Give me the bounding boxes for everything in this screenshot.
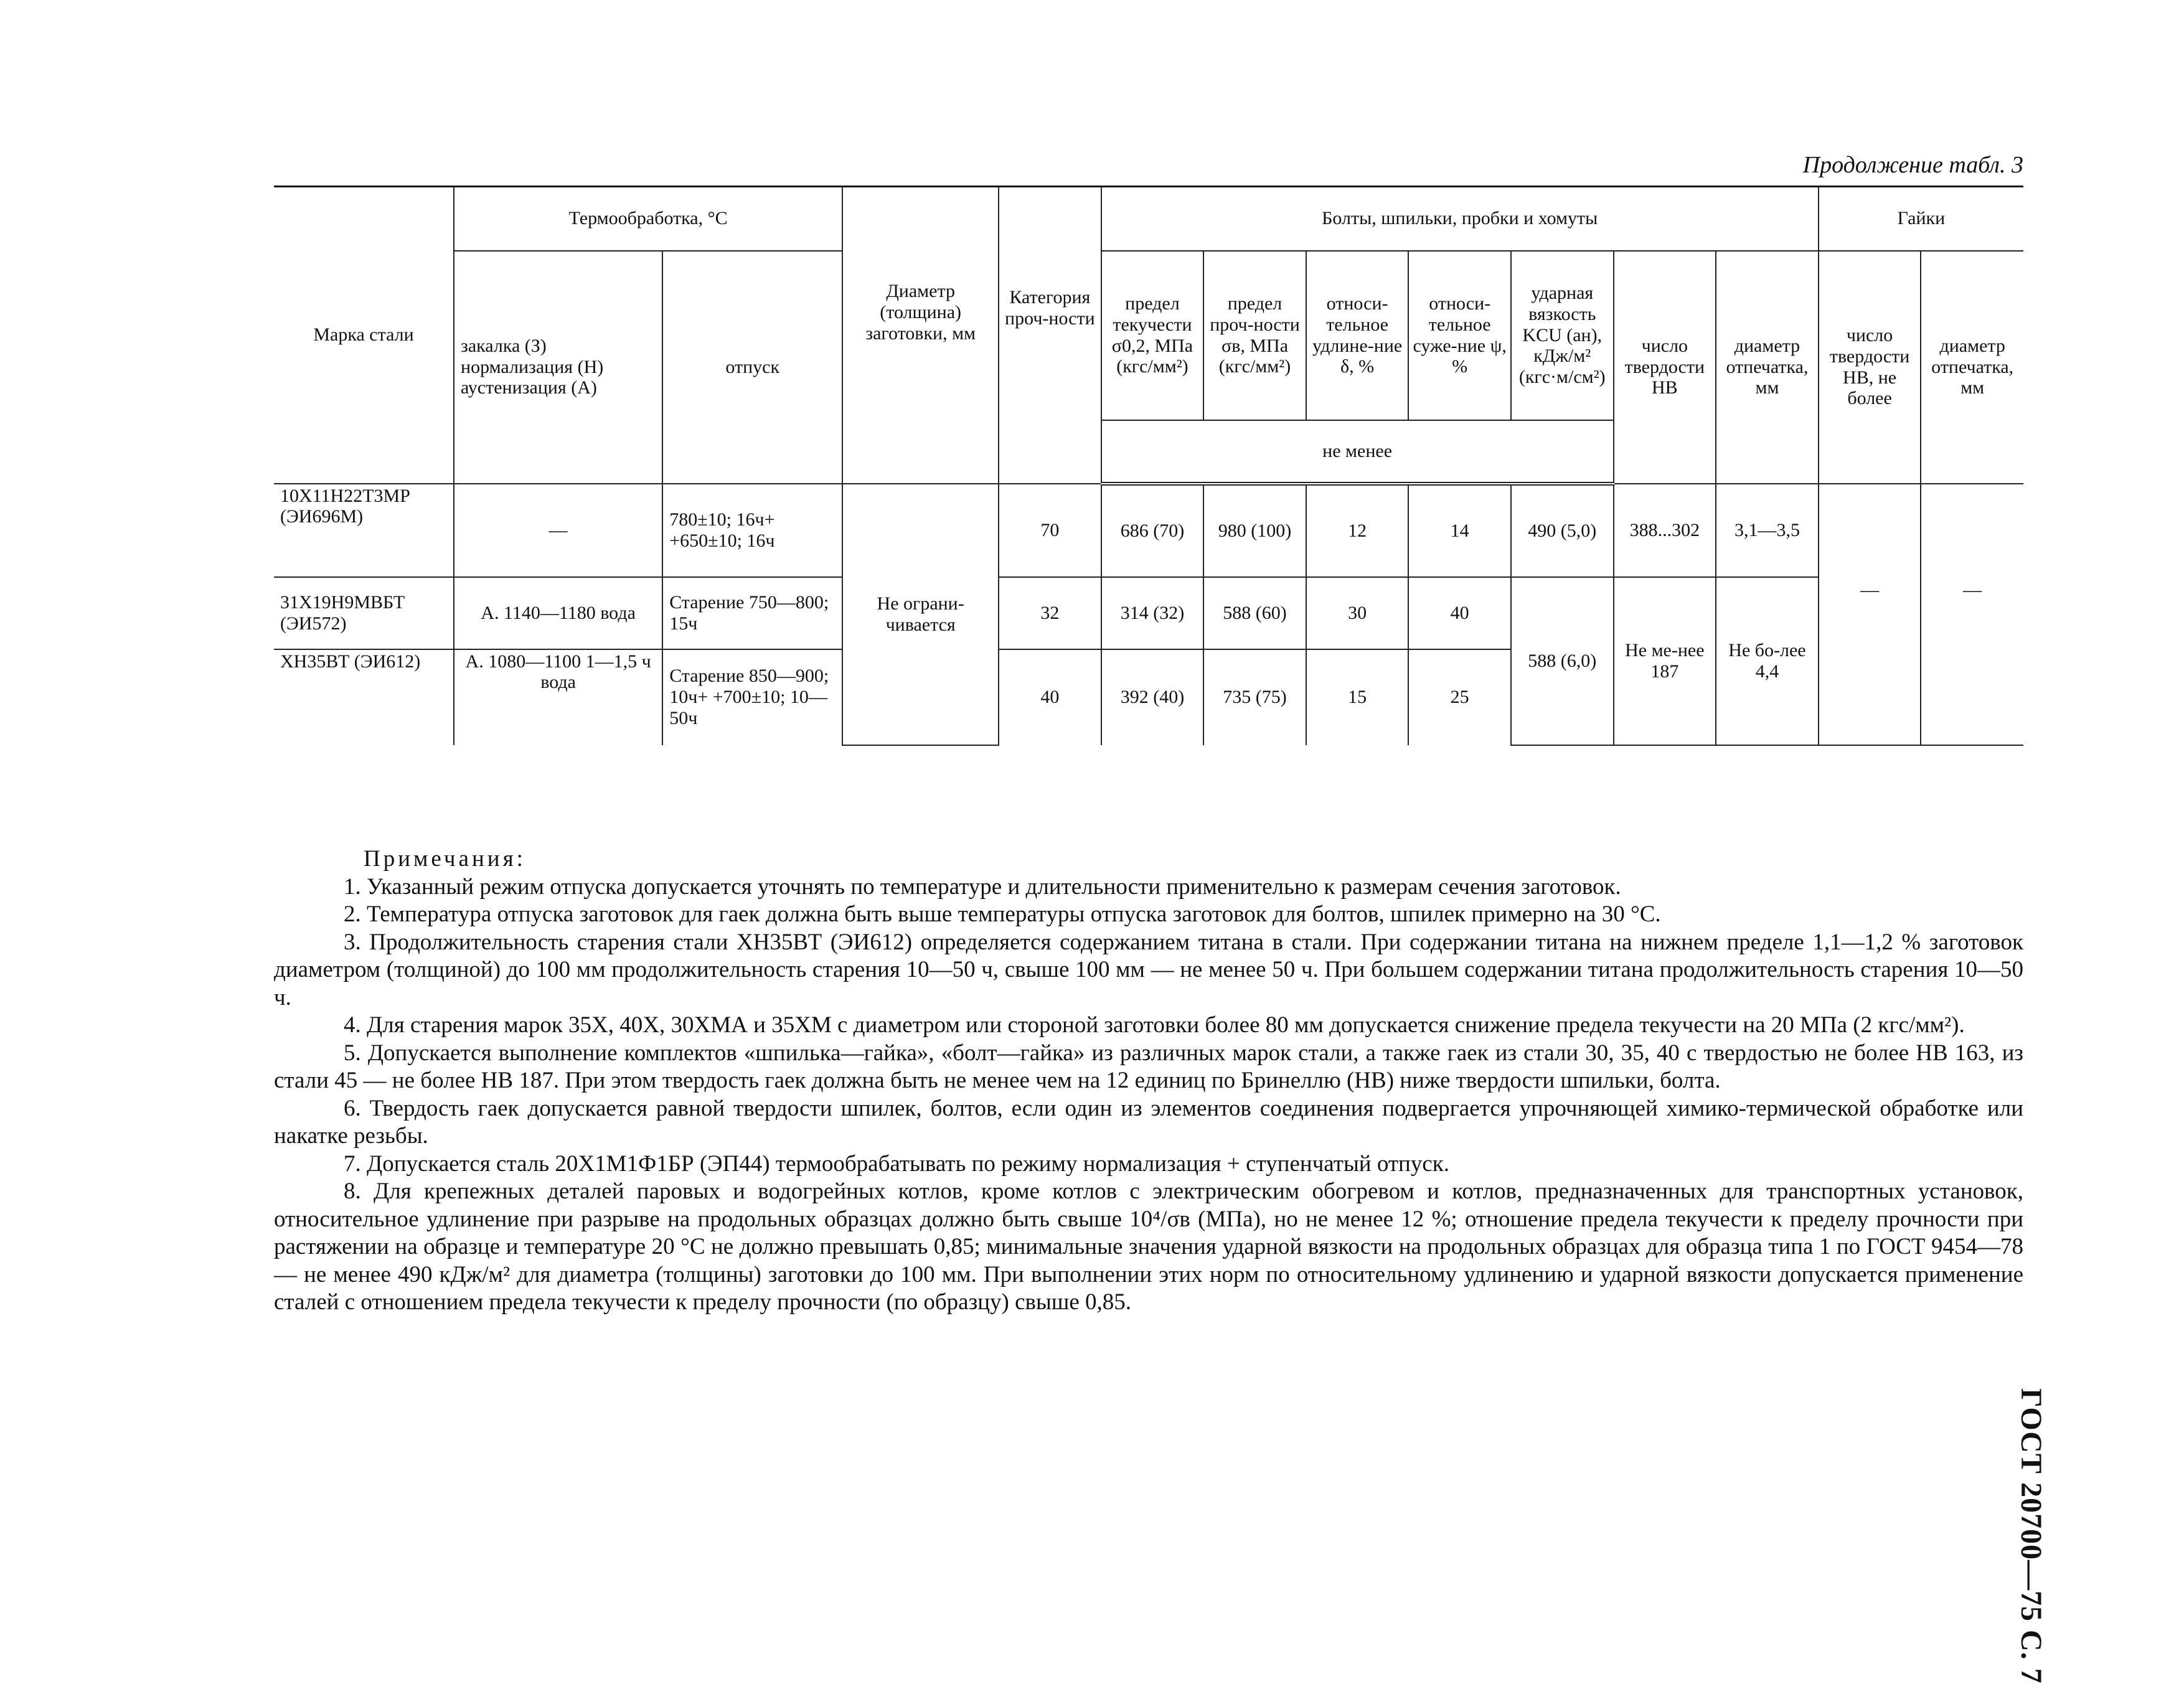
row-3-quench: А. 1080—1100 1—1,5 ч вода: [454, 649, 662, 745]
header-nut-imprint: диаметр отпечатка, мм: [1921, 251, 2023, 484]
header-reduction: относи-тельное суже-ние ψ, %: [1408, 251, 1511, 420]
row-1-category: 70: [999, 484, 1101, 577]
row-1-hardness: 388...302: [1614, 484, 1716, 577]
row-1-elongation: 12: [1306, 484, 1409, 577]
row-3-tensile: 735 (75): [1203, 649, 1306, 745]
header-bolt-hardness: число твердости НВ: [1614, 251, 1716, 484]
row-3-elongation: 15: [1306, 649, 1409, 745]
note-item: 7. Допускается сталь 20Х1М1Ф1БР (ЭП44) термообрабатывать по режиму нормализация + ступенчатый отпуск.: [344, 1150, 1449, 1177]
note-item: 6. Твердость гаек допускается равной твердости шпилек, болтов, если один из элементов соединения подвергается упрочняющей химико-термической обработке или накатке резьбы.: [274, 1095, 2023, 1149]
row-3-reduction: 25: [1408, 649, 1511, 745]
row-2-quench: А. 1140—1180 вода: [454, 577, 662, 649]
row-1-quench: —: [454, 484, 662, 577]
row-2-category: 32: [999, 577, 1101, 649]
header-heat-treatment: Термообработка, °С: [454, 187, 842, 251]
document-side-label: ГОСТ 20700—75 С. 7: [2015, 1388, 2048, 1684]
header-elongation: относи-тельное удлине-ние δ, %: [1306, 251, 1409, 420]
header-impact-toughness: ударная вязкость KCU (aн), кДж/м² (кгс·м/см²): [1511, 251, 1614, 420]
note-item: 8. Для крепежных деталей паровых и водогрейных котлов, кроме котлов с электрическим обогревом и котлов, предназначенных для транспортных установок, относительное удлинение при разрыве на продольных образцах должно быть свыше 10⁴/σв (МПа), но не менее 12 %; отношение предела текучести к пределу прочности при растяжении на образце и температуре 20 °С не должно превышать 0,85; минимальные значения ударной вязкости на продольных образцах для образца типа 1 по ГОСТ 9454—78 — не менее 490 кДж/м² для диаметра (толщины) заготовки до 100 мм. При выполнении этих норм по относительному удлинению и ударной вязкости допускается применение сталей с отношением предела текучести к пределу прочности (по образцу) свыше 0,85.: [274, 1178, 2023, 1315]
header-strength-category: Категория проч-ности: [999, 187, 1101, 484]
row-2-reduction: 40: [1408, 577, 1511, 649]
header-not-less: не менее: [1101, 420, 1614, 484]
imprint-shared-cell: Не бо-лее 4,4: [1716, 577, 1819, 745]
row-2-temper: Старение 750—800; 15ч: [662, 577, 842, 649]
header-tempering: отпуск: [662, 251, 842, 484]
row-3-grade: ХН35ВТ (ЭИ612): [274, 649, 454, 745]
hardness-shared-cell: Не ме-нее 187: [1614, 577, 1716, 745]
note-item: 1. Указанный режим отпуска допускается уточнять по температуре и длительности применительно к размерам сечения заготовок.: [344, 873, 1621, 900]
row-3-yield: 392 (40): [1101, 649, 1204, 745]
table-continuation-caption: Продолжение табл. 3: [1802, 152, 2023, 178]
diameter-shared-cell: Не ограни-чивается: [842, 484, 999, 745]
note-item: 3. Продолжительность старения стали ХН35ВТ (ЭИ612) определяется содержанием титана в стали. При содержании титана на нижнем пределе 1,1—1,2 % заготовок диаметром (толщиной) до 100 мм продолжительность старения 10—50 ч, свыше 100 мм — не менее 50 ч. При большем содержании титана продолжительность старения 10—50 ч.: [274, 929, 2023, 1010]
row-3-temper: Старение 850—900; 10ч+ +700±10; 10—50ч: [662, 649, 842, 745]
header-bolt-imprint: диаметр отпечатка, мм: [1716, 251, 1819, 484]
row-2-grade: 31Х19Н9МВБТ (ЭИ572): [274, 577, 454, 649]
header-tensile-strength: предел проч-ности σв, МПа (кгс/мм²): [1203, 251, 1306, 420]
header-nut-hardness: число твердости НВ, не более: [1819, 251, 1921, 484]
notes-section: [274, 845, 2023, 1317]
header-quenching: закалка (З) нормализация (Н) аустенизация (А): [454, 251, 662, 484]
row-1-yield: 686 (70): [1101, 484, 1204, 577]
row-1-imprint: 3,1—3,5: [1716, 484, 1819, 577]
header-yield-strength: предел текучести σ0,2, МПа (кгс/мм²): [1101, 251, 1204, 420]
row-1-tensile: 980 (100): [1203, 484, 1306, 577]
row-2-elongation: 30: [1306, 577, 1409, 649]
header-steel-grade: Марка стали: [274, 187, 454, 484]
nut-imprint-cell: —: [1921, 484, 2023, 745]
header-diameter: Диаметр (толщина) заготовки, мм: [842, 187, 999, 484]
row-3-category: 40: [999, 649, 1101, 745]
header-nuts-group: Гайки: [1819, 187, 2023, 251]
nut-hardness-cell: —: [1819, 484, 1921, 745]
mechanical-properties-table: [274, 186, 2023, 746]
impact-shared-cell: 588 (6,0): [1511, 577, 1614, 745]
note-item: 4. Для старения марок 35Х, 40Х, 30ХМА и 35ХМ с диаметром или стороной заготовки более 80 мм допускается снижение предела текучести на 20 МПа (2 кгс/мм²).: [344, 1012, 1965, 1038]
row-1-reduction: 14: [1408, 484, 1511, 577]
row-1-temper: 780±10; 16ч+ +650±10; 16ч: [662, 484, 842, 577]
row-1-grade: 10Х11Н22Т3МР (ЭИ696М): [274, 484, 454, 577]
row-2-tensile: 588 (60): [1203, 577, 1306, 649]
header-bolts-group: Болты, шпильки, пробки и хомуты: [1101, 187, 1819, 251]
row-1-impact: 490 (5,0): [1511, 484, 1614, 577]
note-item: 2. Температура отпуска заготовок для гаек должна быть выше температуры отпуска заготовок для болтов, шпилек примерно на 30 °С.: [344, 901, 1661, 927]
notes-title: Примечания:: [364, 846, 526, 872]
note-item: 5. Допускается выполнение комплектов «шпилька—гайка», «болт—гайка» из различных марок стали, а также гаек из стали 30, 35, 40 с твердостью не более НВ 163, из стали 45 — не более НВ 187. При этом твердость гаек должна быть не менее чем на 12 единиц по Бринеллю (НВ) ниже твердости шпильки, болта.: [274, 1040, 2023, 1093]
row-2-yield: 314 (32): [1101, 577, 1204, 649]
